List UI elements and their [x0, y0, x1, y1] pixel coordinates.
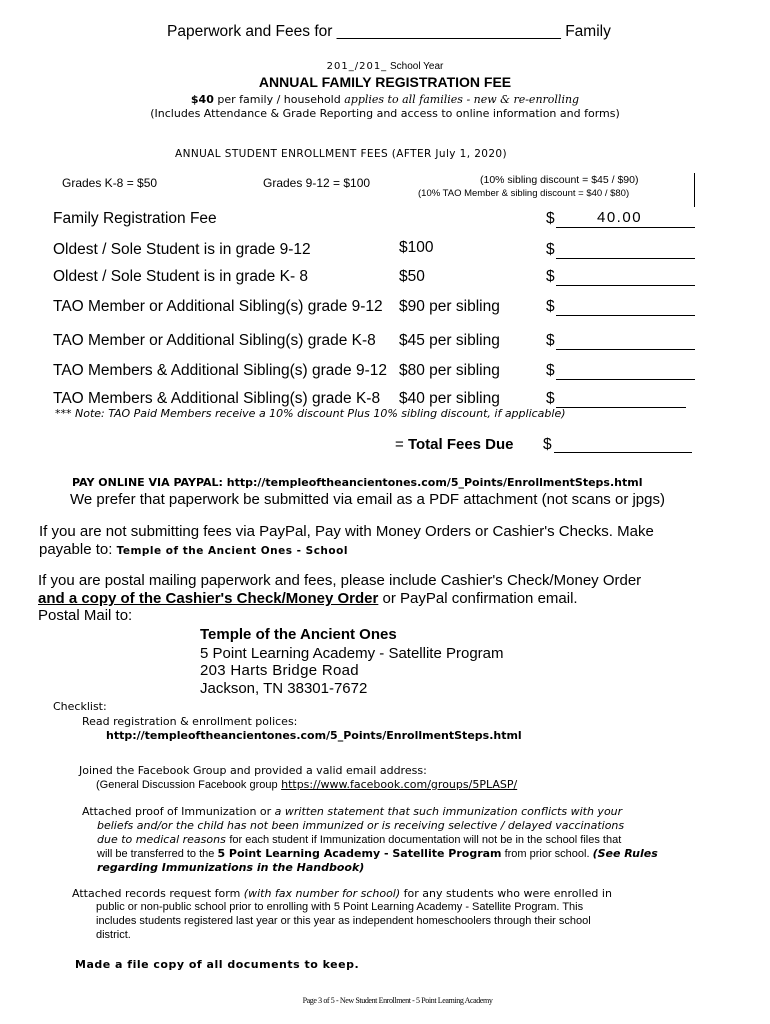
- pdf-preference: We prefer that paperwork be submitted via email as a PDF attachment (not scans or jpgs): [70, 491, 665, 508]
- fee-row-dollar: $: [546, 362, 555, 379]
- registration-fee-per: per family / household: [217, 93, 341, 106]
- fee-row-dollar: $: [546, 268, 555, 285]
- item-3-e: for each student if Immunization documentation will not be in the school files that: [229, 834, 622, 846]
- total-fees-dollar: $: [543, 436, 552, 453]
- registration-fee-line: [0, 93, 770, 106]
- item-3-a: Attached proof of Immunization or: [82, 805, 272, 818]
- enrollment-heading: ANNUAL STUDENT ENROLLMENT FEES (AFTER July 1, 2020): [175, 148, 508, 160]
- payable-to-label: payable to:: [39, 541, 113, 558]
- total-equals: =: [395, 436, 404, 453]
- postal-copy-rest: or PayPal confirmation email.: [382, 590, 578, 607]
- total-fees-field[interactable]: [554, 452, 692, 453]
- postal-copy-emphasis: and a copy of the Cashier's Check/Money Order: [38, 590, 379, 607]
- tao-discount: (10% TAO Member & sibling discount = $40 / $80): [418, 188, 630, 199]
- postal-line: If you are postal mailing paperwork and fees, please include Cashier's Check/Money Order: [38, 572, 642, 589]
- fee-row-amount-field[interactable]: [556, 285, 695, 286]
- page-footer: Page 3 of 5 - New Student Enrollment - 5 Point Learning Academy: [302, 996, 493, 1005]
- facebook-group-label: (General Discussion Facebook group: [96, 779, 278, 791]
- checklist-item-2-sub: [96, 778, 517, 791]
- item-3-g: 5 Point Learning Academy - Satellite Program: [217, 847, 502, 860]
- fee-row-amount-field[interactable]: [556, 379, 695, 380]
- item-3-h: from prior school.: [504, 848, 590, 860]
- item-4-e: includes students registered last year or this year as independent homeschoolers through their school: [96, 915, 591, 927]
- fee-row-label: Oldest / Sole Student is in grade K- 8: [53, 268, 309, 285]
- sibling-discount: (10% sibling discount = $45 / $90): [480, 174, 639, 186]
- postal-copy-line: [38, 590, 578, 607]
- fee-row-amount-value[interactable]: 40.00: [597, 209, 643, 226]
- grades-k8-fee: Grades K-8 = $50: [62, 176, 158, 190]
- payable-to-line: [39, 541, 348, 558]
- fee-row-label: TAO Member or Additional Sibling(s) grade K-8: [53, 332, 376, 349]
- postal-mail-to: Postal Mail to:: [38, 607, 133, 624]
- item-3-b: a written statement that such immunization conflicts with your: [274, 805, 623, 818]
- registration-fee-applies: applies to all families - new & re-enrolling: [344, 93, 580, 106]
- paypal-line: [72, 476, 642, 489]
- fee-row-dollar: $: [546, 210, 555, 227]
- checklist-item-1-link[interactable]: http://templeoftheancientones.com/5_Points/EnrollmentSteps.html: [106, 729, 522, 742]
- item-4-d: public or non-public school prior to enrolling with 5 Point Learning Academy - Satellite Program. This: [96, 901, 584, 913]
- page-title: [167, 23, 611, 41]
- money-order-line: If you are not submitting fees via PayPal, Pay with Money Orders or Cashier's Checks. Make: [39, 523, 654, 540]
- item-3-d: due to medical reasons: [97, 833, 226, 846]
- fee-row-amount-field[interactable]: [556, 258, 695, 259]
- checklist-item-4[interactable]: [72, 887, 612, 900]
- address-line-1: 5 Point Learning Academy - Satellite Program: [200, 645, 504, 662]
- fee-row-label: TAO Member or Additional Sibling(s) grade 9-12: [53, 298, 383, 315]
- item-3-line-4: [97, 847, 658, 860]
- school-year-value[interactable]: 201_/201_: [326, 61, 388, 72]
- fee-row-label: Oldest / Sole Student is in grade 9-12: [53, 241, 311, 258]
- checklist-item-5[interactable]: Made a file copy of all documents to keep.: [75, 958, 360, 971]
- fee-row-dollar: $: [546, 390, 555, 407]
- fee-row-dollar: $: [546, 241, 555, 258]
- tao-note: *** Note: TAO Paid Members receive a 10% discount Plus 10% sibling discount, if applicable): [55, 407, 566, 420]
- paypal-label: PAY ONLINE VIA PAYPAL:: [72, 476, 223, 489]
- item-3-j: regarding Immunizations in the Handbook): [97, 861, 365, 874]
- payee-name: Temple of the Ancient Ones - School: [116, 545, 348, 557]
- checklist-item-1[interactable]: Read registration & enrollment polices:: [82, 715, 298, 728]
- title-suffix: Family: [565, 23, 611, 40]
- paypal-link[interactable]: http://templeoftheancientones.com/5_Points/EnrollmentSteps.html: [226, 476, 643, 489]
- fee-row-price: $40 per sibling: [399, 390, 500, 407]
- fee-row-amount-field[interactable]: [556, 407, 686, 408]
- address-line-2: 203 Harts Bridge Road: [200, 662, 359, 679]
- checklist-title: Checklist:: [53, 700, 107, 713]
- fee-row-amount-field[interactable]: [556, 227, 695, 228]
- family-name-blank[interactable]: __________________________: [336, 23, 561, 40]
- item-3-c: beliefs and/or the child has not been immunized or is receiving selective / delayed vaccinations: [97, 819, 625, 832]
- item-4-b: (with fax number for school): [243, 887, 401, 900]
- fee-row-dollar: $: [546, 298, 555, 315]
- fee-row-price: $45 per sibling: [399, 332, 500, 349]
- item-3-i: (See Rules: [592, 847, 658, 860]
- total-fees-row: [395, 436, 514, 453]
- fee-row-dollar: $: [546, 332, 555, 349]
- fee-row-price: $90 per sibling: [399, 298, 500, 315]
- checklist-item-2[interactable]: Joined the Facebook Group and provided a valid email address:: [79, 764, 427, 777]
- grades-912-fee: Grades 9-12 = $100: [263, 176, 371, 190]
- fee-row-amount-field[interactable]: [556, 315, 695, 316]
- registration-fee-amount: $40: [190, 93, 214, 106]
- fee-row-label: Family Registration Fee: [53, 210, 217, 227]
- registration-title: ANNUAL FAMILY REGISTRATION FEE: [258, 74, 512, 90]
- fee-row-label: TAO Members & Additional Sibling(s) grade 9-12: [53, 362, 387, 379]
- total-fees-label: Total Fees Due: [407, 436, 514, 453]
- address-line-3: Jackson, TN 38301-7672: [200, 680, 368, 697]
- fee-row-amount-field[interactable]: [556, 349, 695, 350]
- facebook-group-link[interactable]: https://www.facebook.com/groups/5PLASP/: [281, 778, 518, 791]
- item-3-line-3: [97, 833, 621, 846]
- title-prefix: Paperwork and Fees for: [167, 23, 333, 40]
- address-name: Temple of the Ancient Ones: [200, 626, 397, 643]
- item-3-f: will be transferred to the: [97, 848, 215, 860]
- school-year: [0, 61, 770, 72]
- fee-row-price: $80 per sibling: [399, 362, 500, 379]
- bracket-divider: [694, 173, 695, 207]
- fee-row-label: TAO Members & Additional Sibling(s) grade K-8: [53, 390, 381, 407]
- fee-row-price: $100: [399, 239, 434, 256]
- item-4-c: for any students who were enrolled in: [403, 887, 612, 900]
- registration-fee-includes: (Includes Attendance & Grade Reporting and access to online information and forms): [150, 107, 620, 120]
- fee-row-price: $50: [399, 268, 425, 285]
- item-4-a: Attached records request form: [72, 887, 241, 900]
- item-4-f: district.: [96, 929, 131, 941]
- school-year-label: School Year: [389, 61, 444, 72]
- checklist-item-3[interactable]: [82, 805, 622, 818]
